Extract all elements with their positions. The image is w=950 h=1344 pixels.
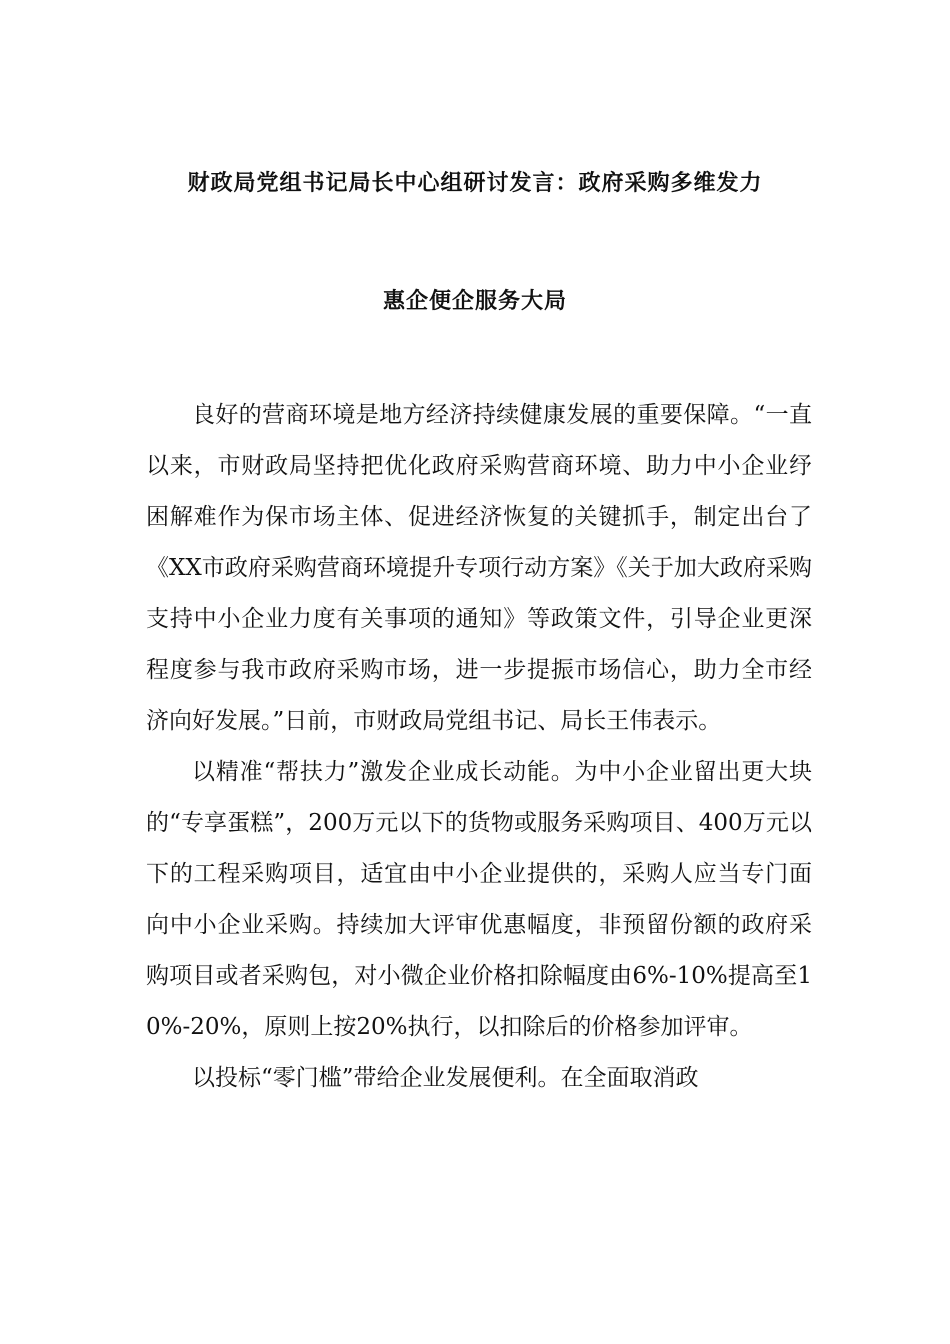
body-paragraph-3: 以投标“零门槛”带给企业发展便利。在全面取消政 (192, 1065, 699, 1091)
document-body (146, 390, 812, 1104)
body-paragraph-2: 以精准“帮扶力”激发企业成长动能。为中小企业留出更大块的“专享蛋糕”，200万元以下的货物或服务采购项目、400万元以下的工程采购项目，适宜由中小企业提供的，采购人应当专门面向中小企业采购。持续加大评审优惠幅度，非预留份额的政府采购项目或者采购包，对小微企业价格扣除幅度由6%-10%提高至10%-20%，原则上按20%执行，以扣除后的价格参加评审。 (146, 759, 812, 1040)
body-paragraph-1: 良好的营商环境是地方经济持续健康发展的重要保障。“一直以来，市财政局坚持把优化政府采购营商环境、助力中小企业纾困解难作为保市场主体、促进经济恢复的关键抓手，制定出台了《XX市政府采购营商环境提升专项行动方案》《关于加大政府采购支持中小企业力度有关事项的通知》等政策文件，引导企业更深程度参与我市政府采购市场，进一步提振市场信心，助力全市经济向好发展。”日前，市财政局党组书记、局长王伟表示。 (146, 402, 812, 734)
document-title-line-1: 财政局党组书记局长中心组研讨发言：政府采购多维发力 (187, 171, 763, 196)
document-title-line-2: 惠企便企服务大局 (382, 289, 567, 314)
